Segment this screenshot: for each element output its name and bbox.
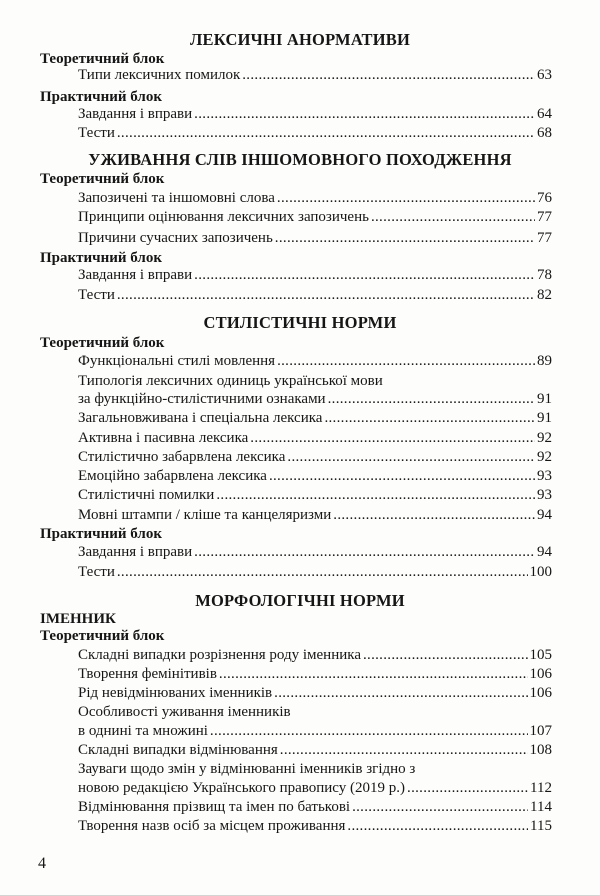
entry-page: 100 bbox=[529, 564, 552, 580]
entry-title: Принципи оцінювання лексичних запозичень bbox=[78, 209, 369, 225]
dot-leader bbox=[117, 125, 535, 142]
entry-title-line1: Особливості уживання іменників bbox=[78, 704, 291, 720]
toc-entry bbox=[78, 209, 552, 228]
entry-page: 112 bbox=[530, 780, 552, 796]
entry-title: Емоційно забарвлена лексика bbox=[78, 468, 267, 484]
toc-entry bbox=[78, 391, 552, 410]
toc-entry bbox=[78, 67, 552, 86]
toc-entry bbox=[78, 799, 552, 818]
entry-page: 92 bbox=[537, 430, 552, 446]
dot-leader bbox=[194, 267, 535, 284]
toc-entry bbox=[78, 723, 552, 742]
entry-page: 63 bbox=[537, 67, 552, 83]
toc-entry bbox=[78, 190, 552, 209]
entry-title: Стилістично забарвлена лексика bbox=[78, 449, 286, 465]
entry-title: Завдання і вправи bbox=[78, 106, 193, 122]
toc-entry bbox=[78, 468, 552, 487]
toc-entry bbox=[78, 780, 552, 799]
toc-entry bbox=[78, 487, 552, 506]
entry-page: 108 bbox=[529, 742, 552, 758]
entry-page: 82 bbox=[537, 287, 552, 303]
entry-page: 92 bbox=[537, 449, 552, 465]
block-label-practice: Практичний блок bbox=[40, 526, 162, 542]
dot-leader bbox=[277, 190, 535, 207]
entry-title-line1: Типологія лексичних одиниць української мови bbox=[78, 373, 383, 389]
entry-page: 94 bbox=[537, 544, 552, 560]
section-subtitle: ІМЕННИК bbox=[40, 611, 116, 627]
block-label-practice: Практичний блок bbox=[40, 250, 162, 266]
entry-title: Тести bbox=[78, 564, 115, 580]
entry-title: Тести bbox=[78, 287, 115, 303]
entry-page: 107 bbox=[529, 723, 552, 739]
toc-entry bbox=[78, 106, 552, 125]
entry-title: Загальновживана і спеціальна лексика bbox=[78, 410, 323, 426]
dot-leader bbox=[194, 544, 535, 561]
dot-leader bbox=[219, 666, 528, 683]
entry-title: новою редакцією Українського правопису (2019 р.) bbox=[78, 780, 406, 796]
entry-title-line1: Зауваги щодо змін у відмінюванні іменників згідно з bbox=[78, 761, 416, 777]
toc-entry bbox=[78, 647, 552, 666]
dot-leader bbox=[216, 487, 535, 504]
toc-entry bbox=[78, 507, 552, 526]
dot-leader bbox=[328, 391, 535, 408]
toc-entry bbox=[78, 125, 552, 144]
toc-entry bbox=[78, 742, 552, 761]
section-title: МОРФОЛОГІЧНІ НОРМИ bbox=[195, 591, 405, 610]
toc-entry bbox=[78, 267, 552, 286]
entry-title: Відмінювання прізвищ та імен по батькові bbox=[78, 799, 351, 815]
dot-leader bbox=[117, 564, 528, 581]
toc-entry bbox=[78, 449, 552, 468]
toc-entry bbox=[78, 230, 552, 249]
dot-leader bbox=[287, 449, 535, 466]
section-title: СТИЛІСТИЧНІ НОРМИ bbox=[203, 313, 397, 332]
entry-page: 89 bbox=[537, 353, 552, 369]
entry-title: в однині та множині bbox=[78, 723, 208, 739]
entry-title: Складні випадки відмінювання bbox=[78, 742, 278, 758]
block-label-theory: Теоретичний блок bbox=[40, 335, 165, 351]
entry-title: Запозичені та іншомовні слова bbox=[78, 190, 275, 206]
dot-leader bbox=[250, 430, 535, 447]
toc-entry bbox=[78, 353, 552, 372]
entry-title: Завдання і вправи bbox=[78, 267, 193, 283]
entry-title: Тести bbox=[78, 125, 115, 141]
block-label-theory: Теоретичний блок bbox=[40, 51, 165, 67]
entry-title: Стилістичні помилки bbox=[78, 487, 215, 503]
dot-leader bbox=[333, 507, 535, 524]
dot-leader bbox=[347, 818, 528, 835]
entry-page: 94 bbox=[537, 507, 552, 523]
block-label-theory: Теоретичний блок bbox=[40, 171, 165, 187]
dot-leader bbox=[117, 287, 535, 304]
entry-page: 106 bbox=[529, 685, 552, 701]
toc-entry bbox=[78, 818, 552, 837]
toc-entry bbox=[78, 544, 552, 563]
entry-title: за функційно-стилістичними ознаками bbox=[78, 391, 326, 407]
toc-entry bbox=[78, 410, 552, 429]
dot-leader bbox=[352, 799, 528, 816]
dot-leader bbox=[280, 742, 528, 759]
entry-page: 76 bbox=[537, 190, 552, 206]
entry-page: 106 bbox=[529, 666, 552, 682]
dot-leader bbox=[275, 230, 535, 247]
toc-entry bbox=[78, 287, 552, 306]
entry-title: Мовні штампи / кліше та канцеляризми bbox=[78, 507, 332, 523]
toc-entry bbox=[78, 666, 552, 685]
entry-page: 115 bbox=[530, 818, 552, 834]
toc-entry bbox=[78, 685, 552, 704]
dot-leader bbox=[242, 67, 535, 84]
section-title: ЛЕКСИЧНІ АНОРМАТИВИ bbox=[190, 30, 410, 49]
entry-page: 77 bbox=[537, 230, 552, 246]
toc-entry bbox=[78, 564, 552, 583]
dot-leader bbox=[371, 209, 535, 226]
dot-leader bbox=[277, 353, 535, 370]
entry-page: 68 bbox=[537, 125, 552, 141]
entry-page: 78 bbox=[537, 267, 552, 283]
section-title: УЖИВАННЯ СЛІВ ІНШОМОВНОГО ПОХОДЖЕННЯ bbox=[88, 150, 512, 169]
entry-title: Творення фемінітивів bbox=[78, 666, 217, 682]
block-label-theory: Теоретичний блок bbox=[40, 628, 165, 644]
entry-page: 93 bbox=[537, 468, 552, 484]
entry-page: 91 bbox=[537, 391, 552, 407]
dot-leader bbox=[269, 468, 535, 485]
entry-page: 105 bbox=[529, 647, 552, 663]
entry-page: 114 bbox=[530, 799, 552, 815]
dot-leader bbox=[210, 723, 528, 740]
dot-leader bbox=[407, 780, 528, 797]
entry-page: 77 bbox=[537, 209, 552, 225]
entry-title: Завдання і вправи bbox=[78, 544, 193, 560]
entry-title: Функціональні стилі мовлення bbox=[78, 353, 276, 369]
dot-leader bbox=[324, 410, 535, 427]
entry-page: 64 bbox=[537, 106, 552, 122]
dot-leader bbox=[363, 647, 528, 664]
entry-title: Типи лексичних помилок bbox=[78, 67, 241, 83]
entry-page: 91 bbox=[537, 410, 552, 426]
page-number: 4 bbox=[38, 855, 46, 872]
entry-title: Причини сучасних запозичень bbox=[78, 230, 273, 246]
block-label-practice: Практичний блок bbox=[40, 89, 162, 105]
toc-entry bbox=[78, 430, 552, 449]
entry-title: Складні випадки розрізнення роду іменника bbox=[78, 647, 361, 663]
entry-title: Творення назв осіб за місцем проживання bbox=[78, 818, 346, 834]
entry-page: 93 bbox=[537, 487, 552, 503]
entry-title: Активна і пасивна лексика bbox=[78, 430, 249, 446]
dot-leader bbox=[194, 106, 535, 123]
dot-leader bbox=[274, 685, 527, 702]
entry-title: Рід невідмінюваних іменників bbox=[78, 685, 273, 701]
